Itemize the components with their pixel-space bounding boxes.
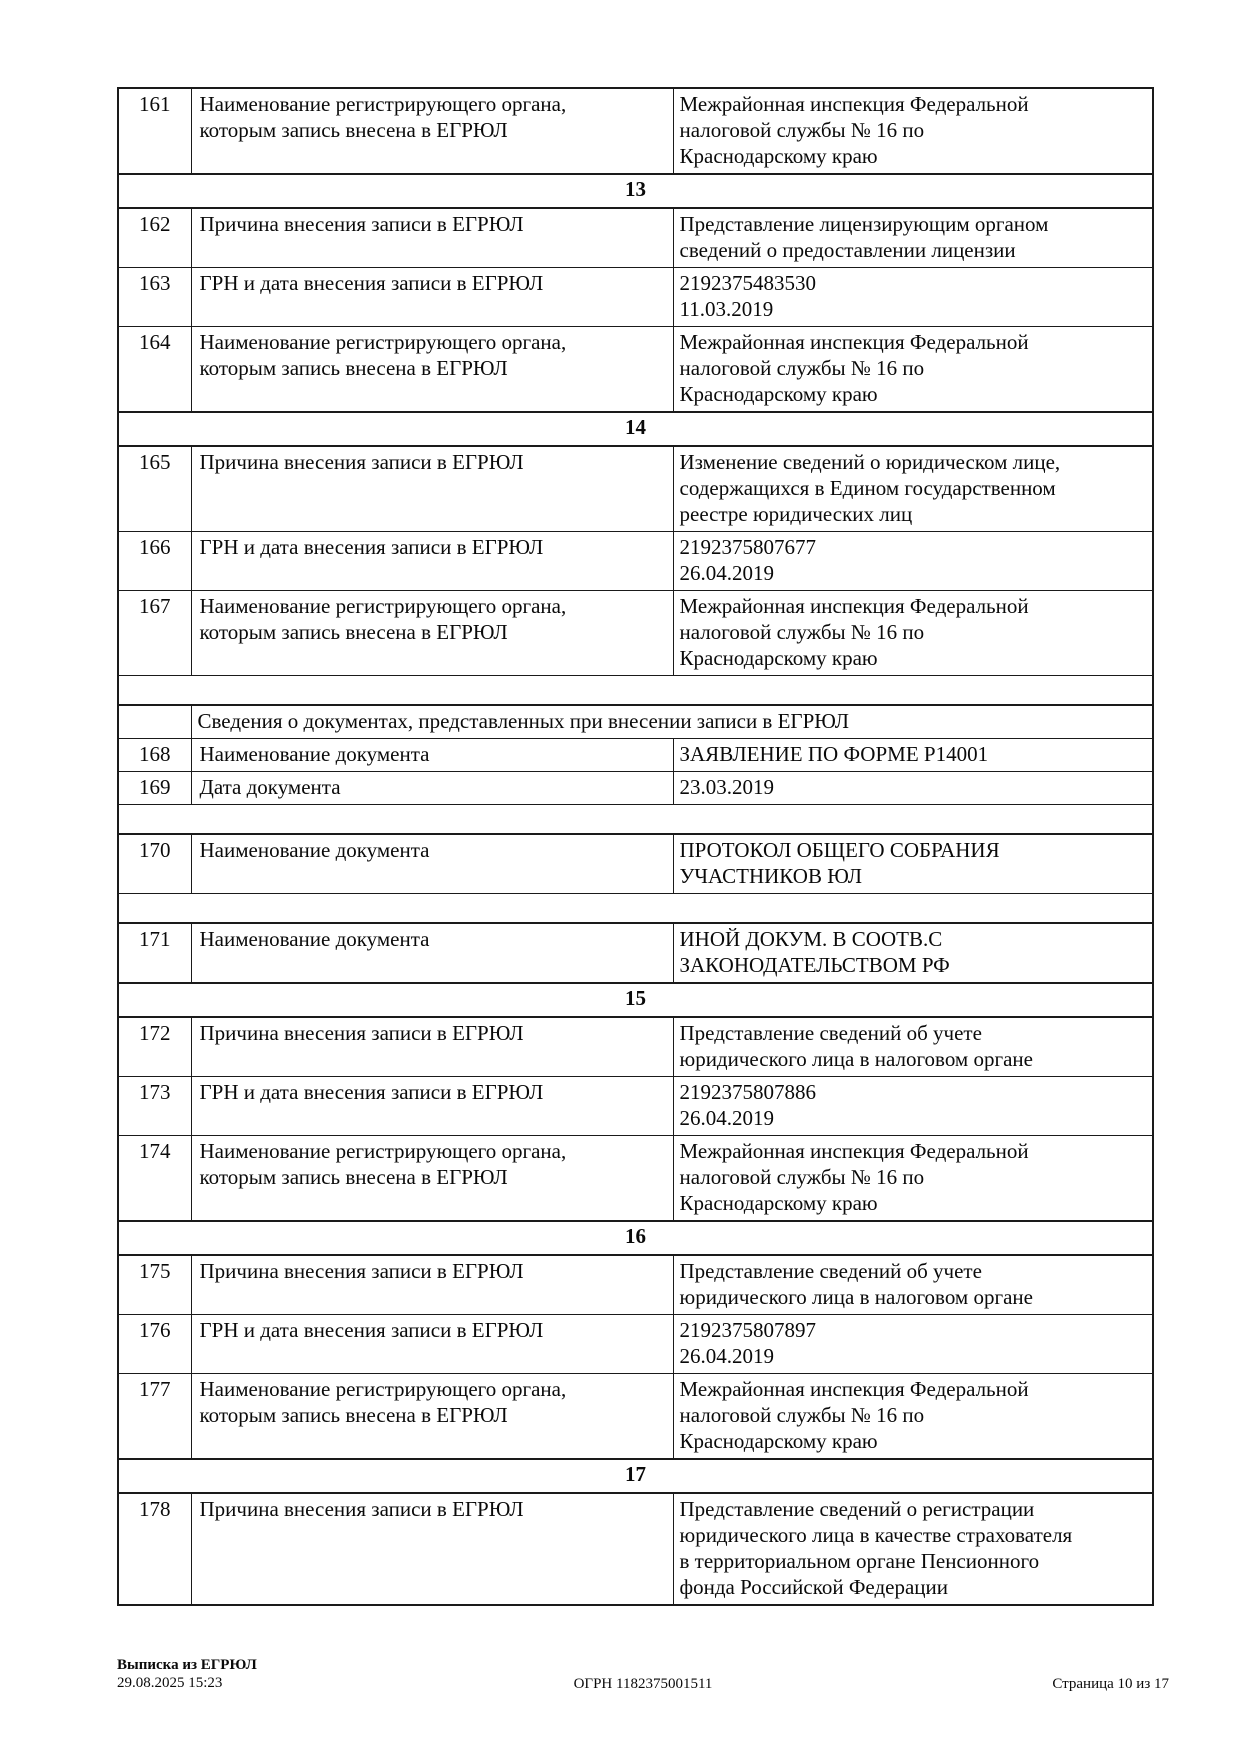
text-line: содержащихся в Едином государственном xyxy=(679,476,1056,500)
text-line: Наименование регистрирующего органа, xyxy=(199,92,567,116)
row-value-cell xyxy=(673,1374,1153,1460)
row-label-cell xyxy=(191,1374,673,1460)
text-line: которым запись внесена в ЕГРЮЛ xyxy=(199,356,508,380)
table-row xyxy=(118,1315,1153,1374)
text-line: налоговой службы № 16 по xyxy=(679,1403,925,1427)
text-line: ГРН и дата внесения записи в ЕГРЮЛ xyxy=(199,1080,544,1104)
text-line: Краснодарскому краю xyxy=(679,144,878,168)
row-label-cell xyxy=(191,446,673,532)
spacer-cell xyxy=(118,805,1153,835)
text-line: юридического лица в качестве страхователя xyxy=(679,1523,1073,1547)
text-line: которым запись внесена в ЕГРЮЛ xyxy=(199,1165,508,1189)
text-line: ЗАЯВЛЕНИЕ ПО ФОРМЕ Р14001 xyxy=(679,742,989,766)
text-line: налоговой службы № 16 по xyxy=(679,620,925,644)
text-line: Межрайонная инспекция Федеральной xyxy=(679,92,1029,116)
section-number-row xyxy=(118,1459,1153,1493)
table-row xyxy=(118,923,1153,983)
row-number-cell: 178 xyxy=(118,1493,191,1605)
text-line: Представление лицензирующим органом xyxy=(679,212,1049,236)
text-line: налоговой службы № 16 по xyxy=(679,118,925,142)
text-line: в территориальном органе Пенсионного xyxy=(679,1549,1040,1573)
row-value-cell xyxy=(673,923,1153,983)
table-row xyxy=(118,532,1153,591)
text-line: Наименование регистрирующего органа, xyxy=(199,330,567,354)
row-value-cell xyxy=(673,772,1153,805)
row-label-cell xyxy=(191,1255,673,1315)
row-label-cell xyxy=(191,772,673,805)
text-line: 23.03.2019 xyxy=(679,775,774,799)
text-line: Представление сведений об учете xyxy=(679,1259,982,1283)
text-line: Наименование регистрирующего органа, xyxy=(199,1377,567,1401)
text-line: 26.04.2019 xyxy=(679,561,774,585)
row-label-cell xyxy=(191,834,673,894)
row-number-cell: 172 xyxy=(118,1017,191,1077)
table-row xyxy=(118,1255,1153,1315)
row-number-cell: 162 xyxy=(118,208,191,268)
footer-doc-type: Выписка из ЕГРЮЛ xyxy=(117,1657,257,1673)
table-row xyxy=(118,446,1153,532)
table-row xyxy=(118,1493,1153,1605)
section-number-row xyxy=(118,412,1153,446)
documents-subheader-row xyxy=(118,705,1153,739)
row-label-cell xyxy=(191,1017,673,1077)
footer-datetime: 29.08.2025 15:23 xyxy=(117,1675,223,1691)
section-number-cell: 15 xyxy=(118,983,1153,1017)
section-number-cell: 13 xyxy=(118,174,1153,208)
row-value-cell xyxy=(673,268,1153,327)
text-line: Причина внесения записи в ЕГРЮЛ xyxy=(199,212,524,236)
section-number-cell: 14 xyxy=(118,412,1153,446)
row-number-cell: 175 xyxy=(118,1255,191,1315)
row-number-cell: 161 xyxy=(118,88,191,174)
text-line: Изменение сведений о юридическом лице, xyxy=(679,450,1061,474)
row-number-cell: 166 xyxy=(118,532,191,591)
text-line: Причина внесения записи в ЕГРЮЛ xyxy=(199,450,524,474)
section-number-cell: 17 xyxy=(118,1459,1153,1493)
text-line: Причина внесения записи в ЕГРЮЛ xyxy=(199,1497,524,1521)
text-line: Межрайонная инспекция Федеральной xyxy=(679,1377,1029,1401)
row-label-cell xyxy=(191,208,673,268)
text-line: ГРН и дата внесения записи в ЕГРЮЛ xyxy=(199,535,544,559)
table-row xyxy=(118,1017,1153,1077)
row-value-cell xyxy=(673,1136,1153,1222)
row-label-cell xyxy=(191,923,673,983)
text-line: ИНОЙ ДОКУМ. В СООТВ.С xyxy=(679,927,943,951)
text-line: Причина внесения записи в ЕГРЮЛ xyxy=(199,1021,524,1045)
text-line: 2192375807897 xyxy=(679,1318,816,1342)
row-number-cell: 169 xyxy=(118,772,191,805)
row-value-cell xyxy=(673,591,1153,676)
row-value-cell xyxy=(673,1017,1153,1077)
text-line: сведений о предоставлении лицензии xyxy=(679,238,1016,262)
table-row xyxy=(118,268,1153,327)
section-number-row xyxy=(118,1221,1153,1255)
table-row xyxy=(118,834,1153,894)
row-label-cell xyxy=(191,739,673,772)
row-value-cell xyxy=(673,327,1153,413)
section-number-row xyxy=(118,983,1153,1017)
spacer-cell xyxy=(118,894,1153,924)
row-number-cell: 170 xyxy=(118,834,191,894)
text-line: УЧАСТНИКОВ ЮЛ xyxy=(679,864,862,888)
text-line: 26.04.2019 xyxy=(679,1106,774,1130)
row-label-cell xyxy=(191,88,673,174)
text-line: Причина внесения записи в ЕГРЮЛ xyxy=(199,1259,524,1283)
text-line: 26.04.2019 xyxy=(679,1344,774,1368)
text-line: которым запись внесена в ЕГРЮЛ xyxy=(199,620,508,644)
text-line: налоговой службы № 16 по xyxy=(679,1165,925,1189)
row-number-cell: 167 xyxy=(118,591,191,676)
table-row xyxy=(118,1374,1153,1460)
text-line: ЗАКОНОДАТЕЛЬСТВОМ РФ xyxy=(679,953,950,977)
text-line: Межрайонная инспекция Федеральной xyxy=(679,330,1029,354)
section-number-row xyxy=(118,174,1153,208)
text-line: ГРН и дата внесения записи в ЕГРЮЛ xyxy=(199,271,544,295)
spacer-row xyxy=(118,805,1153,835)
row-number-cell: 168 xyxy=(118,739,191,772)
row-number-cell: 174 xyxy=(118,1136,191,1222)
row-label-cell xyxy=(191,1315,673,1374)
spacer-row xyxy=(118,894,1153,924)
text-line: ГРН и дата внесения записи в ЕГРЮЛ xyxy=(199,1318,544,1342)
row-label-cell xyxy=(191,1077,673,1136)
section-number-cell: 16 xyxy=(118,1221,1153,1255)
text-line: Наименование документа xyxy=(199,742,430,766)
table-row xyxy=(118,208,1153,268)
egrul-table-body xyxy=(118,88,1153,1605)
row-value-cell xyxy=(673,446,1153,532)
text-line: Краснодарскому краю xyxy=(679,1191,878,1215)
text-line: которым запись внесена в ЕГРЮЛ xyxy=(199,118,508,142)
text-line: Межрайонная инспекция Федеральной xyxy=(679,594,1029,618)
row-label-cell xyxy=(191,1136,673,1222)
text-line: реестре юридических лиц xyxy=(679,502,913,526)
row-label-cell xyxy=(191,268,673,327)
row-value-cell xyxy=(673,1255,1153,1315)
table-row xyxy=(118,739,1153,772)
footer-page-number: Страница 10 из 17 xyxy=(1052,1676,1169,1692)
text-line: фонда Российской Федерации xyxy=(679,1575,949,1599)
text-line: налоговой службы № 16 по xyxy=(679,356,925,380)
footer-ogrn: ОГРН 1182375001511 xyxy=(573,1676,713,1692)
text-line: 11.03.2019 xyxy=(679,297,774,321)
text-line: юридического лица в налоговом органе xyxy=(679,1047,1033,1071)
spacer-row xyxy=(118,676,1153,706)
row-number-cell: 163 xyxy=(118,268,191,327)
text-line: ПРОТОКОЛ ОБЩЕГО СОБРАНИЯ xyxy=(679,838,1000,862)
row-value-cell xyxy=(673,1077,1153,1136)
text-line: юридического лица в налоговом органе xyxy=(679,1285,1033,1309)
text-line: Представление сведений об учете xyxy=(679,1021,982,1045)
row-label-cell xyxy=(191,532,673,591)
table-row xyxy=(118,772,1153,805)
row-value-cell xyxy=(673,834,1153,894)
row-number-cell xyxy=(118,705,191,739)
row-label-cell xyxy=(191,591,673,676)
row-label-cell xyxy=(191,1493,673,1605)
text-line: 2192375483530 xyxy=(679,271,816,295)
text-line: Дата документа xyxy=(199,775,341,799)
row-number-cell: 171 xyxy=(118,923,191,983)
row-number-cell: 177 xyxy=(118,1374,191,1460)
text-line: Межрайонная инспекция Федеральной xyxy=(679,1139,1029,1163)
text-line: Краснодарскому краю xyxy=(679,382,878,406)
text-line: Наименование документа xyxy=(199,927,430,951)
table-row xyxy=(118,1077,1153,1136)
documents-subheader-cell: Сведения о документах, представленных при внесении записи в ЕГРЮЛ xyxy=(191,705,1153,739)
row-label-cell xyxy=(191,327,673,413)
row-number-cell: 165 xyxy=(118,446,191,532)
row-value-cell xyxy=(673,88,1153,174)
table-row xyxy=(118,1136,1153,1222)
row-number-cell: 164 xyxy=(118,327,191,413)
text-line: Краснодарскому краю xyxy=(679,646,878,670)
table-row xyxy=(118,88,1153,174)
row-number-cell: 173 xyxy=(118,1077,191,1136)
text-line: Представление сведений о регистрации xyxy=(679,1497,1035,1521)
page-footer xyxy=(117,1656,1169,1694)
spacer-cell xyxy=(118,676,1153,706)
row-value-cell xyxy=(673,1315,1153,1374)
table-row xyxy=(118,591,1153,676)
text-line: которым запись внесена в ЕГРЮЛ xyxy=(199,1403,508,1427)
text-line: 2192375807886 xyxy=(679,1080,816,1104)
row-value-cell xyxy=(673,208,1153,268)
table-row xyxy=(118,327,1153,413)
text-line: Наименование регистрирующего органа, xyxy=(199,594,567,618)
egrul-records-table xyxy=(117,87,1154,1606)
row-value-cell xyxy=(673,532,1153,591)
row-value-cell xyxy=(673,1493,1153,1605)
text-line: 2192375807677 xyxy=(679,535,816,559)
row-value-cell xyxy=(673,739,1153,772)
text-line: Краснодарскому краю xyxy=(679,1429,878,1453)
row-number-cell: 176 xyxy=(118,1315,191,1374)
text-line: Наименование документа xyxy=(199,838,430,862)
text-line: Наименование регистрирующего органа, xyxy=(199,1139,567,1163)
